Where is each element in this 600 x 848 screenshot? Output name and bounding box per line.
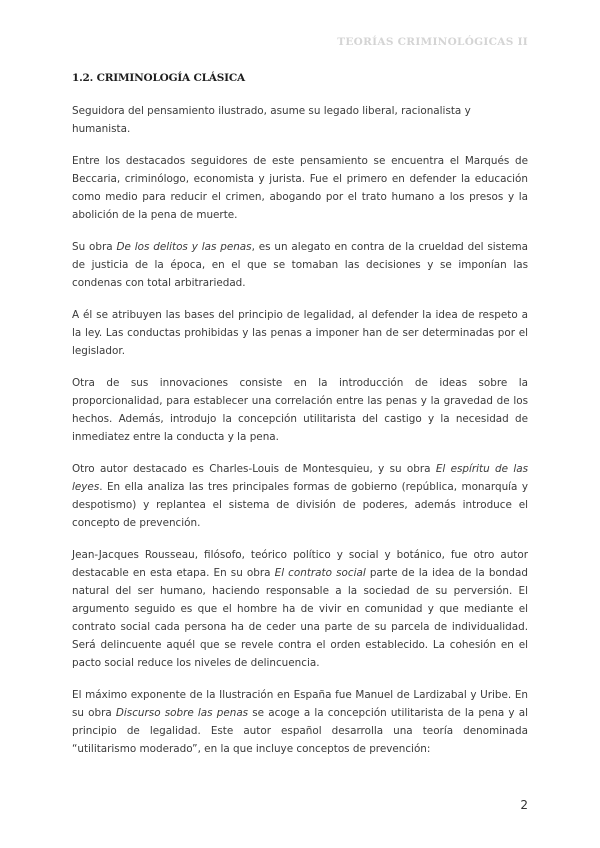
- book-title-contrato: El contrato social: [274, 567, 366, 579]
- text-span: , es un alegato en contra de la crueldad del sistema de justicia de la época, en el que se tomaban las decisiones y se imponían las condenas con total arbitrariedad.: [72, 241, 528, 289]
- paragraph-legality: A él se atribuyen las bases del principio de legalidad, al defender la idea de respeto a la ley. Las conductas prohibidas y las penas a imponer han de ser determinadas por el legislador.: [72, 309, 528, 357]
- book-title-delitos: De los delitos y las penas: [116, 241, 252, 253]
- body-text: [72, 102, 528, 772]
- book-title-discurso: Discurso sobre las penas: [115, 707, 249, 719]
- text-span: se acoge a la concepción utilitarista de la pena y al principio de legalidad. Este autor español desarrolla una teoría denominada “utilitarismo moderado”, en la que incluye conceptos de prevención:: [72, 707, 528, 755]
- paragraph-proportionality: Otra de sus innovaciones consiste en la introducción de ideas sobre la proporcionalidad, para establecer una correlación entre las penas y la gravedad de los hechos. Además, introdujo la concepción utilitarista del castigo y la necesidad de inmediatez entre la conducta y la pena.: [72, 377, 528, 443]
- running-header: TEORÍAS CRIMINOLÓGICAS II: [337, 36, 528, 48]
- section-title: 1.2. CRIMINOLOGÍA CLÁSICA: [72, 72, 245, 84]
- book-title-espiritu: El espíritu de las leyes: [72, 463, 528, 493]
- text-span: Jean-Jacques Rousseau, filósofo, teórico político y social y botánico, fue otro autor destacable en esta etapa. En su obra: [72, 549, 528, 579]
- text-span: . En ella analiza las tres principales formas de gobierno (república, monarquía y despotismo) y replantea el sistema de división de poderes, además introduce el concepto de prevención.: [72, 481, 528, 529]
- paragraph-beccaria: Entre los destacados seguidores de este pensamiento se encuentra el Marqués de Beccaria, criminólogo, economista y jurista. Fue el primero en defender la educación como medio para reducir el crimen, abogando por el trato humano a los presos y la abolición de la pena de muerte.: [72, 155, 528, 221]
- text-span: Otro autor destacado es Charles-Louis de Montesquieu, y su obra: [72, 463, 436, 475]
- paragraph-lardizabal: [72, 686, 528, 758]
- text-span: Su obra: [72, 241, 117, 253]
- page-number: 2: [520, 798, 528, 812]
- text-span: parte de la idea de la bondad natural del ser humano, haciendo responsable a la sociedad de su perversión. El argumento seguido es que el hombre ha de vivir en comunidad y que mediante el contrato social cada persona ha de ceder una parte de su parcela de individualidad. Será delincuente aquél que se revele contra el orden establecido. La cohesión en el pacto social reduce los niveles de delincuencia.: [72, 567, 528, 669]
- paragraph-montesquieu: [72, 460, 528, 532]
- text-span: El máximo exponente de la Ilustración en España fue Manuel de Lardizabal y Uribe. En su obra: [72, 689, 528, 719]
- paragraph-beccaria-work: [72, 238, 528, 292]
- paragraph-rousseau: [72, 546, 528, 672]
- paragraph-intro: Seguidora del pensamiento ilustrado, asume su legado liberal, racionalista y humanista.: [72, 105, 471, 135]
